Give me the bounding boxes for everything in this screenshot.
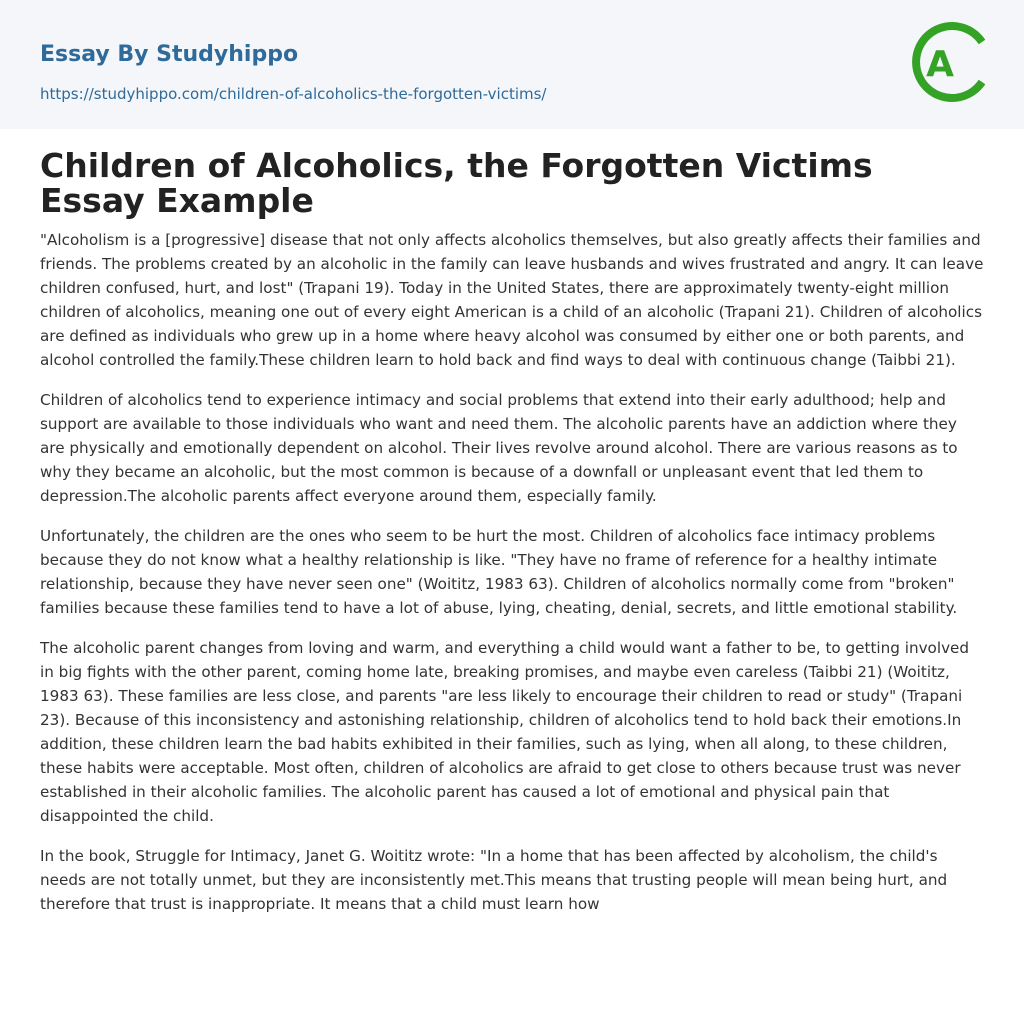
essay-paragraph: The alcoholic parent changes from loving and warm, and everything a child would want a father to be, to getting involved in big fights with the other parent, coming home late, breaking promises, and maybe even careless (Taibbi 21) (Woititz, 1983 63). These families are less close, and parents "are less likely to encourage their children to read or study" (Trapani 23). Because of this inconsistency and astonishing relationship, children of alcoholics tend to hold back their emotions.In addition, these children learn the bad habits exhibited in their families, such as lying, when all along, to these children, these habits were acceptable. Most often, children of alcoholics are afraid to get close to others because trust was never established in their alcoholic families. The alcoholic parent has caused a lot of emotional and physical pain that disappointed the child. — [40, 639, 970, 825]
essay-paragraph: Children of alcoholics tend to experience intimacy and social problems that extend into their early adulthood; help and support are available to those individuals who want and need them. The alcoholic parents have an addiction where they are physically and emotionally dependent on alcohol. Their lives revolve around alcohol. There are various reasons as to why they became an alcoholic, but the most common is because of a downfall or unpleasant event that led them to depression.The alcoholic parents affect everyone around them, especially family. — [40, 391, 958, 505]
essay-paragraph: "Alcoholism is a [progressive] disease that not only affects alcoholics themselves, but also greatly affects their families and friends. The problems created by an alcoholic in the family can leave husbands and wives frustrated and angry. It can leave children confused, hurt, and lost" (Trapani 19). Today in the United States, there are approximately twenty-eight million children of alcoholics, meaning one out of every eight American is a child of an alcoholic (Trapani 21). Children of alcoholics are defined as individuals who grew up in a home where heavy alcohol was consumed by either one or both parents, and alcohol controlled the family.These children learn to hold back and find ways to deal with continuous change (Taibbi 21). — [40, 231, 984, 369]
source-url-link[interactable]: https://studyhippo.com/children-of-alcoholics-the-forgotten-victims/ — [40, 85, 547, 103]
essay-article — [40, 148, 984, 932]
studyhippo-a-logo-icon[interactable] — [908, 18, 992, 106]
site-header — [0, 0, 1024, 129]
brand-title[interactable]: Essay By Studyhippo — [40, 42, 299, 67]
essay-paragraph: In the book, Struggle for Intimacy, Janet G. Woititz wrote: "In a home that has been affected by alcoholism, the child's needs are not totally unmet, but they are inconsistently met.This means that trusting people will mean being hurt, and therefore that trust is inappropriate. It means that a child must learn how — [40, 847, 948, 913]
essay-paragraph: Unfortunately, the children are the ones who seem to be hurt the most. Children of alcoholics face intimacy problems because they do not know what a healthy relationship is like. "They have no frame of reference for a healthy intimate relationship, because they have never seen one" (Woititz, 1983 63). Children of alcoholics normally come from "broken" families because these families tend to have a lot of abuse, lying, cheating, denial, secrets, and little emotional stability. — [40, 527, 958, 617]
logo-letter: A — [926, 44, 954, 85]
page-title: Children of Alcoholics, the Forgotten Victims Essay Example — [40, 146, 873, 220]
